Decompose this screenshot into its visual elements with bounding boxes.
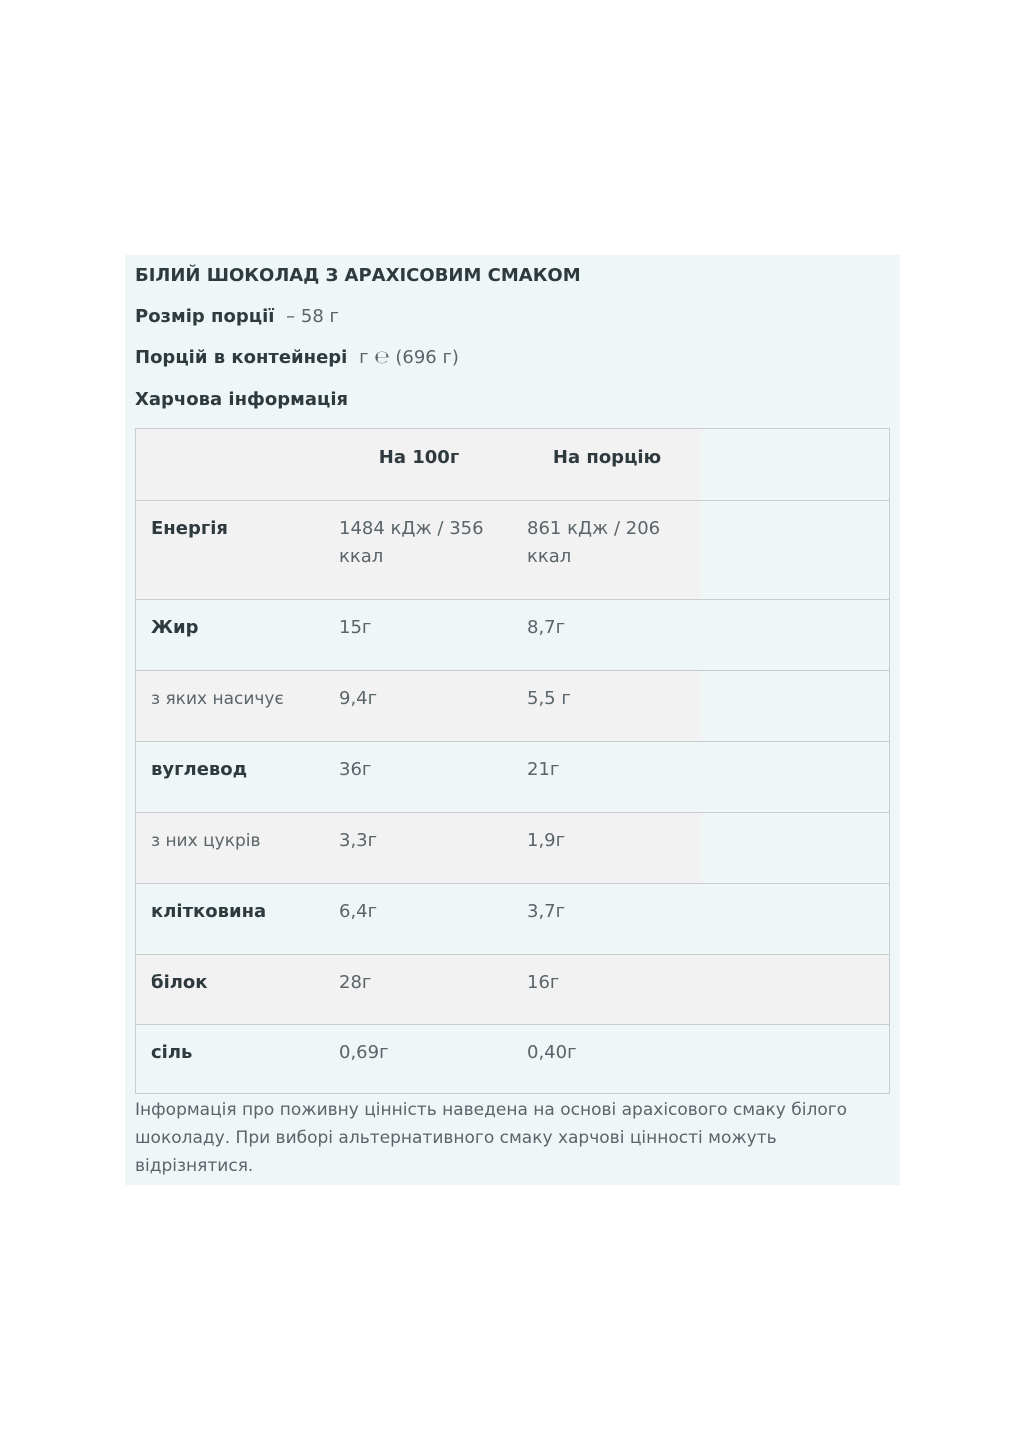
table-row [136,812,889,883]
nutrition-heading: Харчова інформація [135,389,349,410]
serving-size-value: – 58 г [286,306,339,327]
servings-label: Порцій в контейнері [135,347,348,368]
row-label: з яких насичує [151,689,284,709]
row-label: клітковина [151,901,267,922]
row-per-serving: 0,40г [527,1042,577,1063]
row-per-serving: 21г [527,759,560,780]
nutrition-table [135,428,890,1094]
table-row [136,954,889,1024]
row-per-serving: 861 кДж / 206 ккал [527,518,661,567]
table-row [136,670,889,741]
table-row [136,883,889,954]
table-row [136,500,889,599]
row-per-100g: 1484 кДж / 356 ккал [339,518,484,567]
row-per-serving: 5,5 г [527,688,571,709]
serving-size [135,305,339,329]
row-per-100g: 6,4г [339,901,378,922]
nutrition-footnote: Інформація про поживну цінність наведена на основі арахісового смаку білого шоколаду. При виборі альтернативного смаку харчові цінності можуть відрізнятися. [135,1100,848,1176]
servings-per-container [135,346,459,370]
row-per-serving: 8,7г [527,617,566,638]
row-label: Енергія [151,518,228,539]
row-per-100g: 0,69г [339,1042,389,1063]
row-per-100g: 15г [339,617,372,638]
row-per-100g: 36г [339,759,372,780]
row-per-serving: 3,7г [527,901,566,922]
header-per-100g: На 100г [378,447,460,468]
table-row [136,599,889,670]
header-per-serving: На порцію [552,447,662,468]
product-title: БІЛИЙ ШОКОЛАД З АРАХІСОВИМ СМАКОМ [135,265,581,286]
row-label: з них цукрів [151,831,261,851]
row-per-serving: 16г [527,972,560,993]
row-per-100g: 9,4г [339,688,378,709]
row-label: сіль [151,1042,193,1063]
row-per-100g: 3,3г [339,830,378,851]
row-per-serving: 1,9г [527,830,566,851]
row-per-100g: 28г [339,972,372,993]
table-header-row [136,429,889,500]
table-row [136,741,889,812]
serving-size-label: Розмір порції [135,306,275,327]
row-label: Жир [151,617,199,638]
table-row [136,1024,889,1093]
row-label: білок [151,972,208,993]
row-label: вуглевод [151,759,248,780]
servings-value: г ℮ (696 г) [359,347,459,368]
